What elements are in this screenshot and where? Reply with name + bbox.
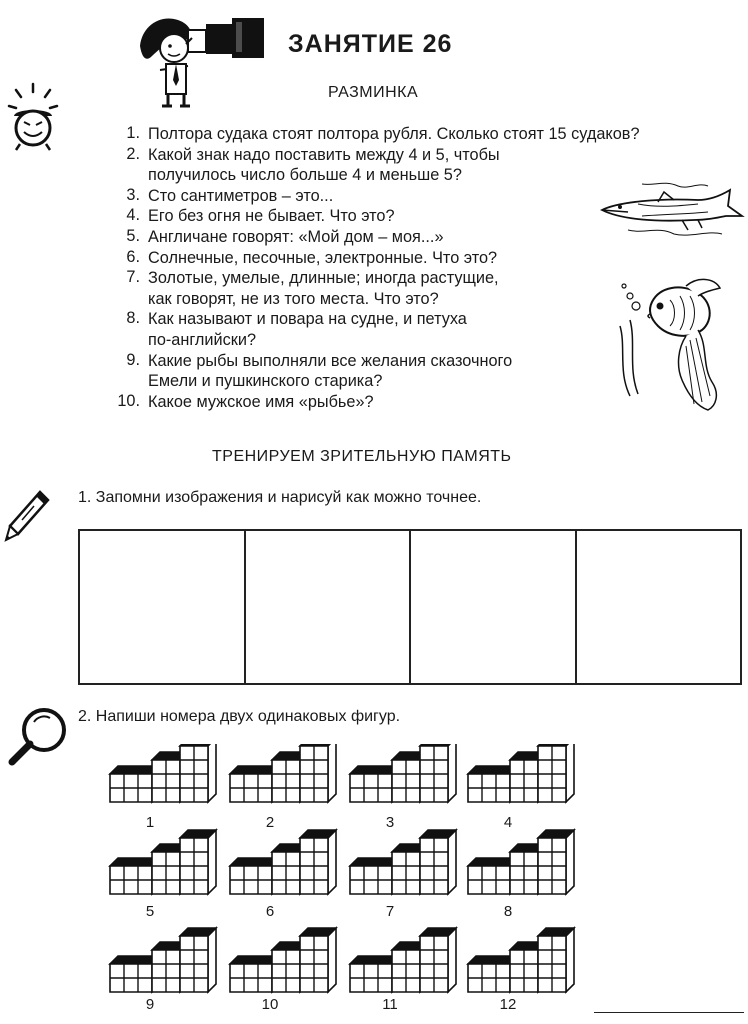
question-number: 7. — [126, 268, 140, 287]
question-number: 1. — [126, 124, 140, 142]
alarm-clock-icon — [6, 80, 60, 152]
drawing-cell[interactable] — [80, 531, 246, 683]
block-figure — [230, 744, 336, 802]
drawing-cell[interactable] — [577, 531, 741, 683]
figure-number: 12 — [499, 996, 517, 1013]
question-number: 4. — [126, 206, 140, 225]
block-figures-area — [0, 744, 748, 1020]
page-title: ЗАНЯТИЕ 26 — [288, 30, 453, 58]
figure-number: 9 — [145, 996, 155, 1013]
question-number: 3. — [126, 185, 140, 204]
drawing-cell[interactable] — [411, 531, 577, 683]
figure-number: 4 — [503, 814, 513, 831]
question-text: Полтора судака стоят полтора рубля. Сколько стоят 15 судаков? — [148, 125, 640, 143]
question-text: Какой знак надо поставить между 4 и 5, чтобы — [148, 145, 500, 164]
block-figure — [468, 928, 574, 992]
figure-number: 7 — [385, 903, 395, 920]
question-text: Сто сантиметров – это... — [148, 186, 334, 205]
block-figure — [230, 830, 336, 894]
task-1-instruction: 1. Запомни изображения и нарисуй как можно точнее. — [78, 489, 482, 506]
block-figure — [350, 928, 456, 992]
question-text: Англичане говорят: «Мой дом – моя...» — [148, 227, 444, 246]
question-number: 8. — [126, 309, 140, 328]
task-2-instruction: 2. Напиши номера двух одинаковых фигур. — [78, 708, 401, 725]
question-text: Емели и пушкинского старика? — [148, 372, 383, 391]
figure-number: 6 — [265, 903, 275, 920]
goldfish-icon — [616, 276, 728, 412]
question-text: Как называют и повара на судне, и петуха — [148, 310, 467, 329]
block-figure — [468, 830, 574, 894]
figure-number: 3 — [385, 814, 395, 831]
question-text: получилось число больше 4 и меньше 5? — [148, 166, 462, 185]
question-number: 5. — [126, 226, 140, 245]
boy-with-telescope-icon — [130, 6, 270, 110]
question-number: 10. — [117, 391, 140, 410]
question-text: по-английски? — [148, 330, 257, 349]
question-number: 9. — [126, 350, 140, 369]
pike-fish-icon — [598, 176, 746, 240]
pencil-icon — [4, 490, 50, 544]
question-item — [108, 124, 748, 145]
figure-number: 10 — [261, 996, 279, 1013]
question-text: Солнечные, песочные, электронные. Что это? — [148, 248, 498, 267]
drawing-cell[interactable] — [246, 531, 412, 683]
figure-number: 5 — [145, 903, 155, 920]
block-figure — [110, 744, 216, 802]
question-text: Какое мужское имя «рыбье»? — [148, 392, 374, 411]
figure-number: 11 — [382, 996, 398, 1013]
figure-number: 8 — [503, 903, 513, 920]
question-text: Какие рыбы выполняли все желания сказочного — [148, 351, 513, 370]
question-number: 6. — [126, 247, 140, 266]
block-figure — [110, 830, 216, 894]
block-figure — [230, 928, 336, 992]
question-text: Его без огня не бывает. Что это? — [148, 207, 395, 226]
warmup-section-title: РАЗМИНКА — [328, 84, 419, 101]
block-figure — [350, 830, 456, 894]
block-figure — [110, 928, 216, 992]
question-text: Золотые, умелые, длинные; иногда растущие, — [148, 269, 499, 288]
question-text: как говорят, не из того места. Что это? — [148, 289, 439, 308]
block-figure — [350, 744, 456, 802]
memory-section-title: ТРЕНИРУЕМ ЗРИТЕЛЬНУЮ ПАМЯТЬ — [212, 448, 512, 465]
figure-number: 1 — [145, 814, 155, 831]
block-figure — [468, 744, 574, 802]
question-item — [108, 248, 748, 269]
answer-line[interactable] — [594, 1012, 744, 1013]
question-number: 2. — [126, 144, 140, 163]
drawing-grid — [78, 529, 742, 685]
figure-number: 2 — [265, 814, 275, 831]
